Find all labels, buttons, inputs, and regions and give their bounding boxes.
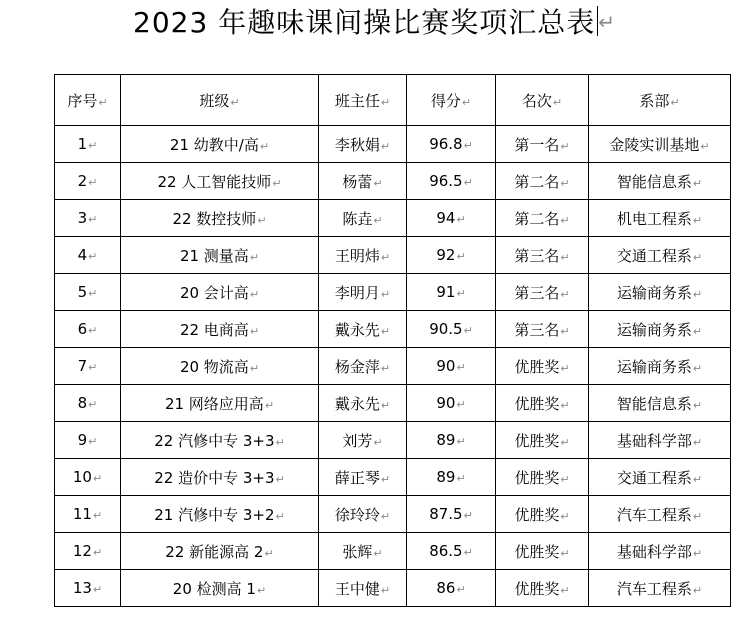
cell-teacher bbox=[319, 533, 407, 570]
paragraph-mark-icon: ↵ bbox=[456, 250, 466, 263]
cell-text: 第三名 bbox=[514, 283, 560, 302]
paragraph-mark-icon: ↵ bbox=[692, 176, 703, 190]
cell-index bbox=[55, 200, 121, 237]
cell-text: 薛正琴 bbox=[334, 468, 380, 487]
cell-class bbox=[121, 496, 319, 533]
cell-teacher bbox=[319, 422, 407, 459]
cell-class bbox=[121, 348, 319, 385]
paragraph-mark-icon: ↵ bbox=[88, 176, 98, 189]
paragraph-mark-icon: ↵ bbox=[249, 324, 260, 338]
cell-text: 20 物流高 bbox=[179, 357, 249, 376]
paragraph-mark-icon: ↵ bbox=[692, 398, 703, 412]
paragraph-mark-icon: ↵ bbox=[249, 361, 260, 375]
cell-teacher bbox=[319, 496, 407, 533]
cell-text: 5 bbox=[77, 283, 88, 301]
paragraph-mark-icon: ↵ bbox=[463, 139, 473, 152]
cell-text: 22 数控技师 bbox=[172, 209, 257, 228]
cell-rank bbox=[496, 311, 589, 348]
cell-text: 9 bbox=[77, 431, 88, 449]
cell-rank bbox=[496, 385, 589, 422]
cell-text: 戴永先 bbox=[334, 394, 380, 413]
cell-teacher bbox=[319, 459, 407, 496]
cell-teacher bbox=[319, 163, 407, 200]
paragraph-mark-icon: ↵ bbox=[92, 583, 103, 596]
paragraph-mark-icon: ↵ bbox=[264, 398, 275, 412]
cell-score bbox=[407, 163, 496, 200]
cell-index bbox=[55, 570, 121, 607]
paragraph-mark-icon: ↵ bbox=[257, 213, 267, 227]
cell-text: 王明炜 bbox=[334, 246, 380, 265]
cell-class bbox=[121, 200, 319, 237]
table-row bbox=[55, 200, 731, 237]
cell-text: 交通工程系 bbox=[616, 246, 692, 265]
cell-index bbox=[55, 163, 121, 200]
cell-text: 王中健 bbox=[334, 579, 380, 598]
paragraph-mark-icon: ↵ bbox=[456, 213, 466, 226]
cell-teacher bbox=[319, 126, 407, 163]
cell-text: 3 bbox=[77, 209, 88, 227]
header-cell-department: 系部↵ bbox=[589, 75, 731, 126]
cell-text: 基础科学部 bbox=[616, 542, 692, 561]
cell-department bbox=[589, 570, 731, 607]
paragraph-mark-icon: ↵ bbox=[88, 287, 98, 300]
cell-score bbox=[407, 570, 496, 607]
cell-teacher bbox=[319, 200, 407, 237]
paragraph-mark-icon: ↵ bbox=[692, 213, 703, 227]
paragraph-mark-icon: ↵ bbox=[463, 176, 473, 189]
cell-department bbox=[589, 422, 731, 459]
cell-text: 运输商务系 bbox=[616, 320, 692, 339]
paragraph-mark-icon: ↵ bbox=[692, 324, 703, 338]
cell-text: 11 bbox=[72, 505, 92, 523]
cell-text: 陈垚 bbox=[342, 209, 373, 228]
cell-teacher bbox=[319, 570, 407, 607]
cell-index bbox=[55, 126, 121, 163]
cell-text: 智能信息系 bbox=[616, 172, 692, 191]
table-row bbox=[55, 422, 731, 459]
cell-class bbox=[121, 126, 319, 163]
cell-score bbox=[407, 126, 496, 163]
cell-text: 22 造价中专 3+3 bbox=[154, 468, 275, 487]
paragraph-mark-icon: ↵ bbox=[560, 546, 570, 560]
cell-text: 91 bbox=[436, 283, 456, 301]
cell-text: 20 会计高 bbox=[179, 283, 249, 302]
paragraph-mark-icon: ↵ bbox=[92, 509, 103, 522]
cell-teacher bbox=[319, 348, 407, 385]
header-cell-score: 得分↵ bbox=[407, 75, 496, 126]
paragraph-mark-icon: ↵ bbox=[692, 546, 703, 560]
paragraph-mark-icon: ↵ bbox=[88, 361, 98, 374]
cell-text: 刘芳 bbox=[342, 431, 373, 450]
cell-text: 22 汽修中专 3+3 bbox=[154, 431, 275, 450]
paragraph-mark-icon: ↵ bbox=[88, 213, 98, 226]
paragraph-mark-icon: ↵ bbox=[380, 324, 391, 338]
paragraph-mark-icon: ↵ bbox=[463, 509, 473, 522]
cell-department bbox=[589, 126, 731, 163]
cell-class bbox=[121, 533, 319, 570]
paragraph-mark-icon: ↵ bbox=[380, 287, 391, 301]
cell-text: 优胜奖 bbox=[514, 394, 560, 413]
cell-text: 优胜奖 bbox=[514, 357, 560, 376]
paragraph-mark-icon: ↵ bbox=[692, 509, 703, 523]
cell-text: 机电工程系 bbox=[616, 209, 692, 228]
paragraph-mark-icon: ↵ bbox=[92, 546, 103, 559]
cell-index bbox=[55, 385, 121, 422]
cell-text: 杨蕾 bbox=[342, 172, 373, 191]
cell-text: 21 测量高 bbox=[179, 246, 249, 265]
cell-text: 优胜奖 bbox=[514, 505, 560, 524]
paragraph-mark-icon: ↵ bbox=[456, 472, 466, 485]
paragraph-mark-icon: ↵ bbox=[560, 176, 570, 190]
cell-text: 86 bbox=[436, 579, 456, 597]
cell-department bbox=[589, 348, 731, 385]
header-cell-class: 班级↵ bbox=[121, 75, 319, 126]
paragraph-mark-icon: ↵ bbox=[92, 472, 103, 485]
cell-text: 杨金萍 bbox=[334, 357, 380, 376]
paragraph-mark-icon: ↵ bbox=[380, 95, 391, 109]
paragraph-mark-icon: ↵ bbox=[560, 509, 570, 523]
cell-text: 优胜奖 bbox=[514, 468, 560, 487]
cell-text: 第三名 bbox=[514, 246, 560, 265]
cell-text: 戴永先 bbox=[334, 320, 380, 339]
paragraph-mark-icon: ↵ bbox=[456, 398, 466, 411]
cell-score bbox=[407, 533, 496, 570]
paragraph-mark-icon: ↵ bbox=[456, 435, 466, 448]
cell-text: 第二名 bbox=[514, 172, 560, 191]
cell-text: 4 bbox=[77, 246, 88, 264]
paragraph-mark-icon: ↵ bbox=[560, 250, 570, 264]
cell-text: 张辉 bbox=[342, 542, 373, 561]
cell-score bbox=[407, 459, 496, 496]
paragraph-mark-icon: ↵ bbox=[88, 398, 98, 411]
cell-text: 李明月 bbox=[334, 283, 380, 302]
paragraph-mark-icon: ↵ bbox=[692, 361, 703, 375]
paragraph-mark-icon: ↵ bbox=[380, 139, 391, 153]
cell-department bbox=[589, 163, 731, 200]
header-cell-teacher: 班主任↵ bbox=[319, 75, 407, 126]
cell-text: 汽车工程系 bbox=[616, 579, 692, 598]
cell-rank bbox=[496, 570, 589, 607]
cell-score bbox=[407, 422, 496, 459]
cell-text: 基础科学部 bbox=[616, 431, 692, 450]
cell-rank bbox=[496, 237, 589, 274]
cell-text: 22 电商高 bbox=[179, 320, 249, 339]
cell-score bbox=[407, 237, 496, 274]
title-text: 2023 年趣味课间操比赛奖项汇总表 bbox=[133, 6, 596, 39]
document-title bbox=[0, 2, 749, 43]
paragraph-mark-icon: ↵ bbox=[380, 472, 391, 486]
cell-text: 21 汽修中专 3+2 bbox=[154, 505, 275, 524]
paragraph-mark-icon: ↵ bbox=[380, 361, 391, 375]
paragraph-mark-icon: ↵ bbox=[256, 583, 267, 597]
paragraph-mark-icon: ↵ bbox=[88, 139, 98, 152]
paragraph-mark-icon: ↵ bbox=[692, 583, 703, 597]
paragraph-mark-icon: ↵ bbox=[692, 250, 703, 264]
paragraph-mark-icon: ↵ bbox=[552, 95, 563, 109]
cell-text: 徐玲玲 bbox=[334, 505, 380, 524]
cell-teacher bbox=[319, 237, 407, 274]
cell-class bbox=[121, 385, 319, 422]
cell-department bbox=[589, 200, 731, 237]
table-row bbox=[55, 163, 731, 200]
cell-rank bbox=[496, 200, 589, 237]
paragraph-mark-icon: ↵ bbox=[380, 583, 391, 597]
table-row bbox=[55, 533, 731, 570]
cell-rank bbox=[496, 496, 589, 533]
paragraph-mark-icon: ↵ bbox=[560, 583, 570, 597]
cell-rank bbox=[496, 163, 589, 200]
cell-index bbox=[55, 496, 121, 533]
cell-text: 金陵实训基地 bbox=[609, 135, 700, 154]
paragraph-mark-icon: ↵ bbox=[700, 139, 710, 153]
cell-text: 22 新能源高 2 bbox=[165, 542, 264, 561]
cell-text: 90 bbox=[436, 394, 456, 412]
paragraph-mark-icon: ↵ bbox=[230, 95, 240, 109]
paragraph-mark-icon: ↵ bbox=[259, 139, 270, 153]
cell-text: 第一名 bbox=[514, 135, 560, 154]
paragraph-mark-icon: ↵ bbox=[380, 509, 391, 523]
cell-text: 智能信息系 bbox=[616, 394, 692, 413]
paragraph-mark-icon: ↵ bbox=[272, 176, 282, 190]
cell-index bbox=[55, 533, 121, 570]
cell-class bbox=[121, 237, 319, 274]
paragraph-mark-icon: ↵ bbox=[373, 546, 383, 560]
cell-score bbox=[407, 200, 496, 237]
cell-rank bbox=[496, 348, 589, 385]
paragraph-mark-icon: ↵ bbox=[88, 250, 98, 263]
cell-class bbox=[121, 570, 319, 607]
paragraph-mark-icon: ↵ bbox=[249, 287, 260, 301]
cell-index bbox=[55, 274, 121, 311]
cell-text: 90.5 bbox=[429, 320, 463, 338]
table-row bbox=[55, 126, 731, 163]
paragraph-mark-icon: ↵ bbox=[373, 213, 383, 227]
paragraph-mark-icon: ↵ bbox=[692, 472, 703, 486]
paragraph-mark-icon: ↵ bbox=[461, 95, 472, 109]
paragraph-mark-icon: ↵ bbox=[560, 213, 570, 227]
paragraph-mark-icon: ↵ bbox=[275, 435, 285, 449]
cell-department bbox=[589, 274, 731, 311]
cell-rank bbox=[496, 422, 589, 459]
paragraph-mark-icon: ↵ bbox=[560, 398, 570, 412]
cell-text: 92 bbox=[436, 246, 456, 264]
cell-class bbox=[121, 311, 319, 348]
cell-text: 90 bbox=[436, 357, 456, 375]
paragraph-mark-icon: ↵ bbox=[456, 361, 466, 374]
cell-text: 8 bbox=[77, 394, 88, 412]
table-row bbox=[55, 496, 731, 533]
paragraph-mark-icon: ↵ bbox=[670, 95, 680, 109]
paragraph-mark-icon: ↵ bbox=[275, 509, 285, 523]
table-row bbox=[55, 459, 731, 496]
cell-department bbox=[589, 459, 731, 496]
cell-department bbox=[589, 533, 731, 570]
paragraph-mark-icon: ↵ bbox=[98, 95, 108, 109]
paragraph-mark-icon: ↵ bbox=[560, 139, 570, 153]
paragraph-mark-icon: ↵ bbox=[456, 583, 466, 596]
paragraph-mark-icon: ↵ bbox=[560, 287, 570, 301]
cell-text: 89 bbox=[436, 431, 456, 449]
paragraph-mark-icon: ↵ bbox=[456, 287, 466, 300]
cell-rank bbox=[496, 459, 589, 496]
paragraph-mark-icon: ↵ bbox=[380, 398, 391, 412]
cell-text: 96.8 bbox=[429, 135, 463, 153]
cell-text: 优胜奖 bbox=[514, 431, 560, 450]
cell-text: 94 bbox=[436, 209, 456, 227]
cell-score bbox=[407, 348, 496, 385]
cell-class bbox=[121, 163, 319, 200]
cell-text: 交通工程系 bbox=[616, 468, 692, 487]
paragraph-mark-icon: ↵ bbox=[275, 472, 285, 486]
cell-text: 87.5 bbox=[429, 505, 463, 523]
table-row bbox=[55, 385, 731, 422]
cell-class bbox=[121, 422, 319, 459]
cell-text: 运输商务系 bbox=[616, 283, 692, 302]
cell-text: 22 人工智能技师 bbox=[157, 172, 272, 191]
paragraph-mark-icon: ↵ bbox=[380, 250, 391, 264]
table-row bbox=[55, 237, 731, 274]
cell-rank bbox=[496, 126, 589, 163]
cell-text: 12 bbox=[72, 542, 92, 560]
paragraph-mark-icon: ↵ bbox=[264, 546, 274, 560]
cell-text: 86.5 bbox=[429, 542, 463, 560]
cell-text: 7 bbox=[77, 357, 88, 375]
cell-text: 第二名 bbox=[514, 209, 560, 228]
cell-department bbox=[589, 237, 731, 274]
cell-rank bbox=[496, 533, 589, 570]
paragraph-mark-icon: ↵ bbox=[249, 250, 260, 264]
cell-department bbox=[589, 311, 731, 348]
cell-score bbox=[407, 274, 496, 311]
table-row bbox=[55, 348, 731, 385]
cell-text: 优胜奖 bbox=[514, 579, 560, 598]
table-row bbox=[55, 311, 731, 348]
paragraph-mark-icon: ↵ bbox=[560, 472, 570, 486]
header-cell-rank: 名次↵ bbox=[496, 75, 589, 126]
cell-rank bbox=[496, 274, 589, 311]
cell-teacher bbox=[319, 385, 407, 422]
paragraph-mark-icon: ↵ bbox=[373, 435, 383, 449]
paragraph-mark-icon: ↵ bbox=[598, 10, 616, 34]
cell-text: 6 bbox=[77, 320, 88, 338]
cell-index bbox=[55, 237, 121, 274]
paragraph-mark-icon: ↵ bbox=[692, 287, 703, 301]
cell-text: 20 检测高 1 bbox=[172, 579, 256, 598]
cell-teacher bbox=[319, 274, 407, 311]
header-cell-index: 序号↵ bbox=[55, 75, 121, 126]
cell-teacher bbox=[319, 311, 407, 348]
cell-text: 21 幼教中/高 bbox=[169, 135, 259, 154]
cell-score bbox=[407, 385, 496, 422]
table-header-row bbox=[55, 75, 731, 126]
table-row bbox=[55, 274, 731, 311]
cell-text: 21 网络应用高 bbox=[164, 394, 264, 413]
cell-department bbox=[589, 496, 731, 533]
paragraph-mark-icon: ↵ bbox=[560, 361, 570, 375]
cell-class bbox=[121, 459, 319, 496]
paragraph-mark-icon: ↵ bbox=[463, 546, 473, 559]
cell-index bbox=[55, 348, 121, 385]
cell-text: 汽车工程系 bbox=[616, 505, 692, 524]
cell-text: 李秋娟 bbox=[334, 135, 380, 154]
cell-index bbox=[55, 422, 121, 459]
paragraph-mark-icon: ↵ bbox=[463, 324, 473, 337]
cell-text: 89 bbox=[436, 468, 456, 486]
table-row bbox=[55, 570, 731, 607]
cell-text: 2 bbox=[77, 172, 88, 190]
paragraph-mark-icon: ↵ bbox=[692, 435, 703, 449]
paragraph-mark-icon: ↵ bbox=[88, 435, 98, 448]
paragraph-mark-icon: ↵ bbox=[88, 324, 98, 337]
cell-index bbox=[55, 459, 121, 496]
cell-text: 96.5 bbox=[429, 172, 463, 190]
cell-text: 运输商务系 bbox=[616, 357, 692, 376]
cell-text: 10 bbox=[72, 468, 92, 486]
paragraph-mark-icon: ↵ bbox=[560, 435, 570, 449]
cell-score bbox=[407, 311, 496, 348]
cell-class bbox=[121, 274, 319, 311]
cell-text: 优胜奖 bbox=[514, 542, 560, 561]
paragraph-mark-icon: ↵ bbox=[560, 324, 570, 338]
paragraph-mark-icon: ↵ bbox=[373, 176, 383, 190]
cell-text: 第三名 bbox=[514, 320, 560, 339]
cell-department bbox=[589, 385, 731, 422]
cell-text: 1 bbox=[77, 135, 88, 153]
cell-text: 13 bbox=[72, 579, 92, 597]
cell-index bbox=[55, 311, 121, 348]
cell-score bbox=[407, 496, 496, 533]
award-summary-table bbox=[54, 74, 731, 607]
